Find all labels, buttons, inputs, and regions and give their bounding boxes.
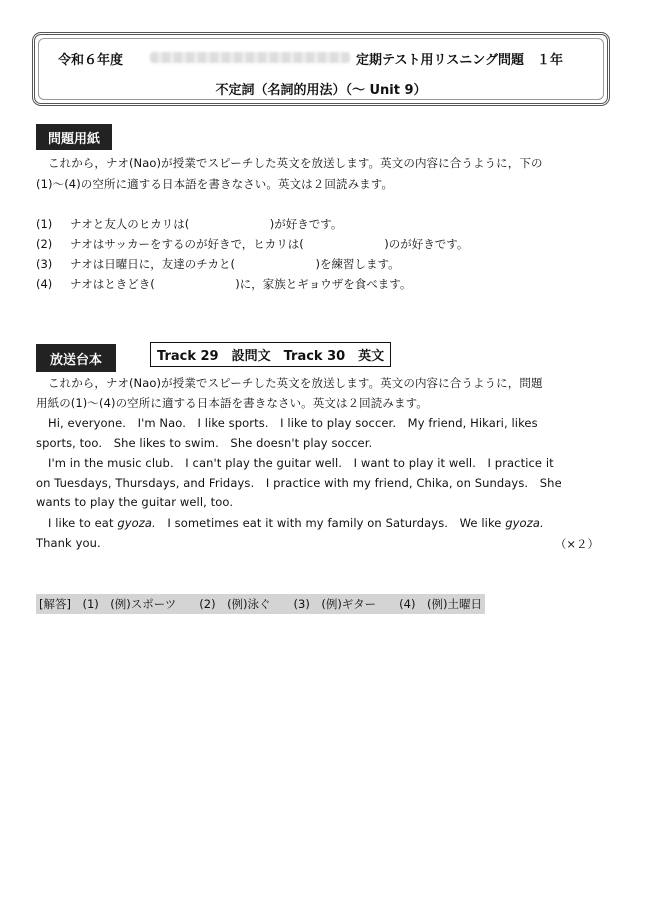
script-instruction-line: これから，ナオ(Nao)が授業でスピーチした英文を放送します。英文の内容に合うように，問題: [48, 376, 543, 390]
question-text: ナオと友人のヒカリは( )が好きです。: [70, 217, 343, 231]
speech-italic-gyoza: gyoza.: [505, 516, 544, 530]
script-section-label: 放送台本: [36, 344, 116, 372]
speech-line: on Tuesdays, Thursdays, and Fridays. I practice with my friend, Chika, on Sundays. She: [36, 476, 562, 490]
title-rest: 定期テスト用リスニング問題 １年: [356, 53, 563, 68]
question-number: (1): [36, 217, 53, 231]
instruction-line: (1)～(4)の空所に適する日本語を書きなさい。英文は２回読みます。: [36, 177, 394, 191]
question-item: [36, 236, 468, 252]
speech-text: I sometimes eat it with my family on Saturdays. We like: [155, 516, 506, 530]
answer-bar: [解答] (1) (例)スポーツ (2) (例)泳ぐ (3) (例)ギター (4) (例)土曜日: [36, 594, 485, 614]
track-info: Track 29 設問文 Track 30 英文: [150, 342, 391, 367]
question-item: [36, 216, 342, 232]
script-instruction-line: 用紙の(1)～(4)の空所に適する日本語を書きなさい。英文は２回読みます。: [36, 396, 428, 410]
question-text: ナオはサッカーをするのが好きで，ヒカリは( )のが好きです。: [70, 237, 469, 251]
question-item: [36, 256, 400, 272]
question-number: (4): [36, 277, 53, 291]
speech-line: [48, 515, 544, 531]
speech-italic-gyoza: gyoza.: [117, 516, 156, 530]
question-section-label: 問題用紙: [36, 124, 112, 150]
question-text: ナオは日曜日に，友達のチカと( )を練習します。: [70, 257, 400, 271]
blurred-text: [150, 52, 350, 63]
speech-line: I'm in the music club. I can't play the guitar well. I want to play it well. I practice it: [48, 456, 554, 470]
speech-line: wants to play the guitar well, too.: [36, 495, 234, 509]
speech-text: I like to eat: [48, 516, 118, 530]
subtitle: 不定詞（名詞的用法）（～ Unit 9）: [215, 83, 427, 98]
speech-line: Hi, everyone. I'm Nao. I like sports. I like to play soccer. My friend, Hikari, likes: [48, 416, 538, 430]
speech-line: sports, too. She likes to swim. She doesn't play soccer.: [36, 436, 373, 450]
question-text: ナオはときどき( )に，家族とギョウザを食べます。: [70, 277, 412, 291]
question-number: (3): [36, 257, 53, 271]
thank-you-line: Thank you.: [36, 536, 101, 550]
title-box: [32, 32, 610, 106]
instruction-line: これから，ナオ(Nao)が授業でスピーチした英文を放送します。英文の内容に合うように，下の: [48, 156, 543, 170]
question-number: (2): [36, 237, 53, 251]
title-year: 令和６年度: [58, 53, 124, 68]
question-item: [36, 276, 411, 292]
repeat-count: （×２）: [554, 537, 599, 551]
